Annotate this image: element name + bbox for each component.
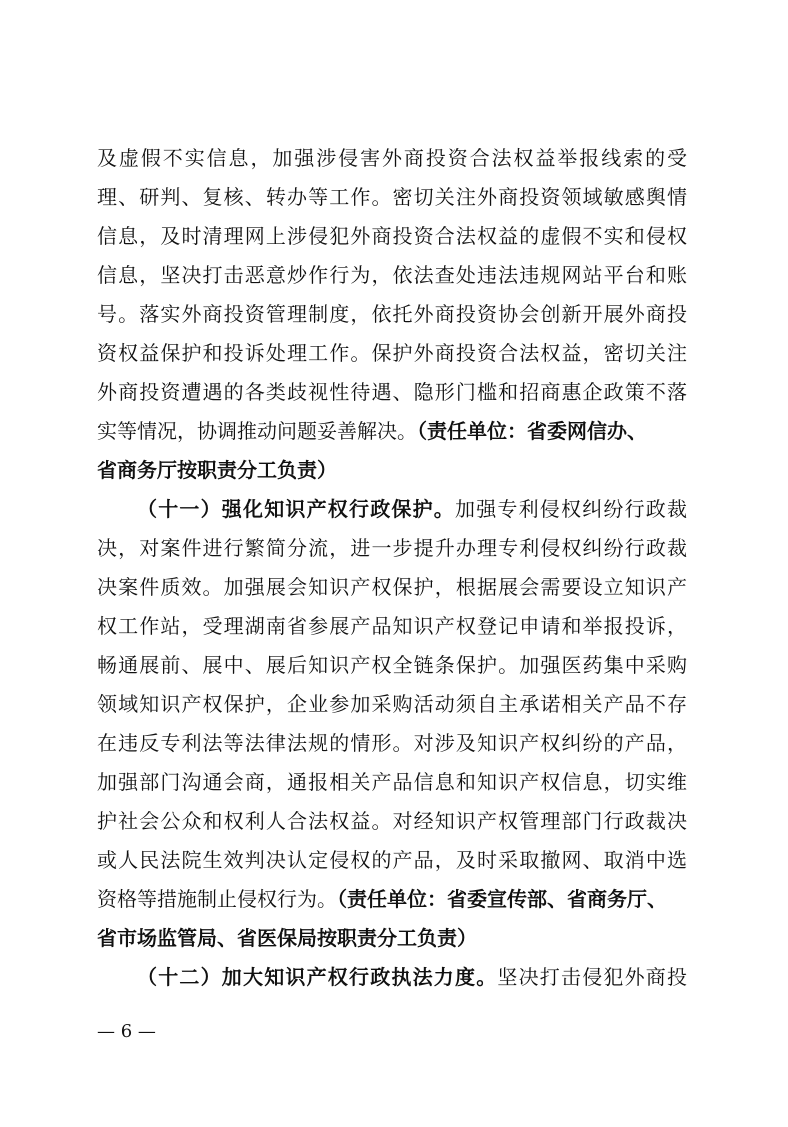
responsibility-note: （责任单位：省委宣传部、省商务厅、 [337, 887, 667, 911]
body-line: 理、研判、复核、转办等工作。密切关注外商投资领域敏感舆情 [97, 185, 687, 209]
body-line: 信息，及时清理网上涉侵犯外商投资合法权益的虚假不实和侵权 [97, 224, 687, 248]
body-line: 及虚假不实信息，加强涉侵害外商投资合法权益举报线索的受 [97, 146, 687, 170]
body-line: 信息，坚决打击恶意炒作行为，依法查处违法违规网站平台和账 [97, 263, 687, 287]
responsibility-note: 省商务厅按职责分工负责） [97, 458, 337, 482]
body-text: 加强专利侵权纠纷行政裁 [455, 497, 687, 521]
body-line: 在违反专利法等法律法规的情形。对涉及知识产权纠纷的产品， [97, 731, 687, 755]
body-line: 外商投资遭遇的各类歧视性待遇、隐形门槛和招商惠企政策不落 [97, 380, 687, 404]
body-line: 畅通展前、展中、展后知识产权全链条保护。加强医药集中采购 [97, 653, 687, 677]
body-line: 领域知识产权保护，企业参加采购活动须自主承诺相关产品不存 [97, 692, 687, 716]
page-number: — 6 — [97, 1021, 156, 1042]
body-line: 决，对案件进行繁简分流，进一步提升办理专利侵权纠纷行政裁 [97, 536, 687, 560]
body-text: 实等情况，协调推动问题妥善解决。 [97, 419, 417, 443]
responsibility-note: （责任单位：省委网信办、 [417, 419, 647, 443]
section-heading: （十二）加大知识产权行政执法力度。 [137, 965, 498, 989]
section-heading: （十一）强化知识产权行政保护。 [137, 497, 455, 521]
body-line [97, 885, 687, 913]
body-line: 决案件质效。加强展会知识产权保护，根据展会需要设立知识产 [97, 575, 687, 599]
body-line [97, 417, 687, 445]
body-text: 资格等措施制止侵权行为。 [97, 887, 337, 911]
body-line: 或人民法院生效判决认定侵权的产品，及时采取撤网、取消中选 [97, 848, 687, 872]
body-line: 护社会公众和权利人合法权益。对经知识产权管理部门行政裁决 [97, 809, 687, 833]
responsibility-note: 省市场监管局、省医保局按职责分工负责） [97, 926, 477, 950]
body-line: 权工作站，受理湖南省参展产品知识产权登记申请和举报投诉， [97, 614, 687, 638]
body-text: 坚决打击侵犯外商投 [497, 965, 688, 989]
body-line: 号。落实外商投资管理制度，依托外商投资协会创新开展外商投 [97, 302, 687, 326]
body-line: 加强部门沟通会商，通报相关产品信息和知识产权信息，切实维 [97, 770, 687, 794]
section-heading-line [137, 963, 687, 991]
section-heading-line [137, 495, 687, 523]
body-line: 资权益保护和投诉处理工作。保护外商投资合法权益，密切关注 [97, 341, 687, 365]
